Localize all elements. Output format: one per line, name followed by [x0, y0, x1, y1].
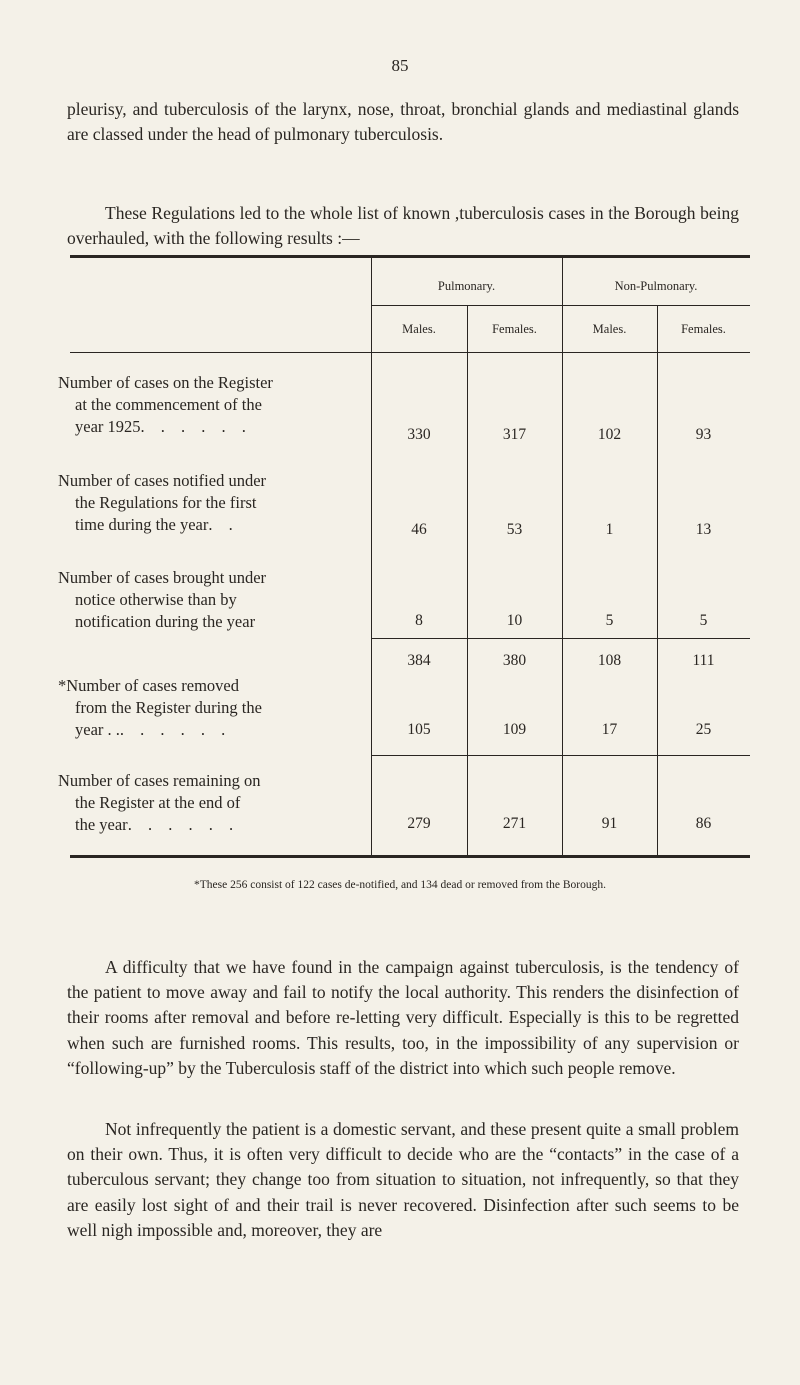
paragraph-regulations: These Regulations led to the whole list of known ,tuberculosis cases in the Borough being overhauled, with the following results :—: [67, 203, 739, 249]
table-cell: 330: [407, 426, 431, 443]
table-cell: 5: [605, 612, 614, 629]
table-cell: 93: [695, 426, 712, 443]
subtotal-rule: [371, 638, 750, 639]
col-divider-3: [562, 258, 563, 855]
subtotal-cell: 111: [692, 652, 715, 669]
header-pulm-males: Males.: [402, 322, 436, 336]
page-number: 85: [391, 56, 409, 75]
header-nonpulm-males: Males.: [592, 322, 627, 336]
table-cell: 13: [695, 521, 712, 538]
table-top-rule: [70, 255, 750, 258]
table-cell: 17: [601, 721, 618, 738]
table-cell: 105: [407, 721, 431, 738]
paragraph-difficulty: A difficulty that we have found in the campaign against tuberculosis, is the tendency of the patient to move away and fail to notify the local authority. This renders the disinfection of their rooms after removal and before re-letting very difficult. Especially is this to be regretted when such are furnished rooms. This results, too, in the impossibility of any supervision or “following-up” by the Tuberculosis staff of the district into which such people remove.: [67, 957, 739, 1078]
table-cell: 271: [502, 815, 527, 832]
row-label-register-start: Number of cases on the Register at the commencement of the year 1925. . . . . .: [58, 373, 273, 436]
table-cell: 10: [506, 612, 523, 629]
table-cell: 279: [407, 815, 431, 832]
col-divider-4: [657, 305, 658, 855]
col-divider-2: [467, 305, 468, 855]
table-cell: 102: [597, 426, 622, 443]
table-cell: 25: [695, 721, 712, 738]
row-label-remaining: Number of cases remaining on the Register at the end of the year. . . . . .: [58, 771, 261, 834]
table-cell: 86: [695, 815, 712, 832]
col-divider-1: [371, 258, 372, 855]
table-footnote: *These 256 consist of 122 cases de-notified, and 134 dead or removed from the Borough.: [194, 879, 606, 891]
subtotal-cell: 384: [407, 652, 431, 669]
table-cell: 109: [502, 721, 527, 738]
row-label-notified: Number of cases notified under the Regulations for the first time during the year. .: [58, 471, 267, 534]
table-cell: 1: [605, 521, 614, 538]
subtotal-cell: 108: [597, 652, 622, 669]
table-cell: 91: [601, 815, 618, 832]
header-nonpulm-females: Females.: [681, 322, 726, 336]
subtotal-cell: 380: [502, 652, 527, 669]
table-cell: 5: [699, 612, 708, 629]
paragraph-pleurisy: pleurisy, and tuberculosis of the larynx, nose, throat, bronchial glands and mediastinal glands are classed under the head of pulmonary tuberculosis.: [67, 99, 739, 145]
header-pulmonary: Pulmonary.: [437, 279, 496, 293]
header-non-pulmonary: Non-Pulmonary.: [614, 279, 698, 293]
paragraph-domestic-servant: Not infrequently the patient is a domestic servant, and these present quite a small problem on their own. Thus, it is often very difficult to decide who are the “contacts” in the case of a tuberculous servant; they change too from situation to situation, not infrequently, so that they are easily lost sight of and their trail is never recovered. Disinfection after such seems to be well nigh impossible and, moreover, they are: [67, 1119, 739, 1240]
header-bottom-rule: [70, 352, 750, 353]
header-pulm-females: Females.: [492, 322, 537, 336]
row-label-removed: *Number of cases removed from the Register during the year . .. . . . . .: [58, 676, 262, 739]
table-cell: 317: [502, 426, 527, 443]
table-cell: 46: [411, 521, 427, 538]
table-bottom-rule: [70, 855, 750, 858]
removed-rule: [371, 755, 750, 756]
row-label-otherwise: Number of cases brought under notice otherwise than by notification during the year: [58, 568, 267, 631]
table-cell: 8: [415, 612, 423, 629]
table-cell: 53: [506, 521, 523, 538]
group-header-rule: [371, 305, 750, 306]
